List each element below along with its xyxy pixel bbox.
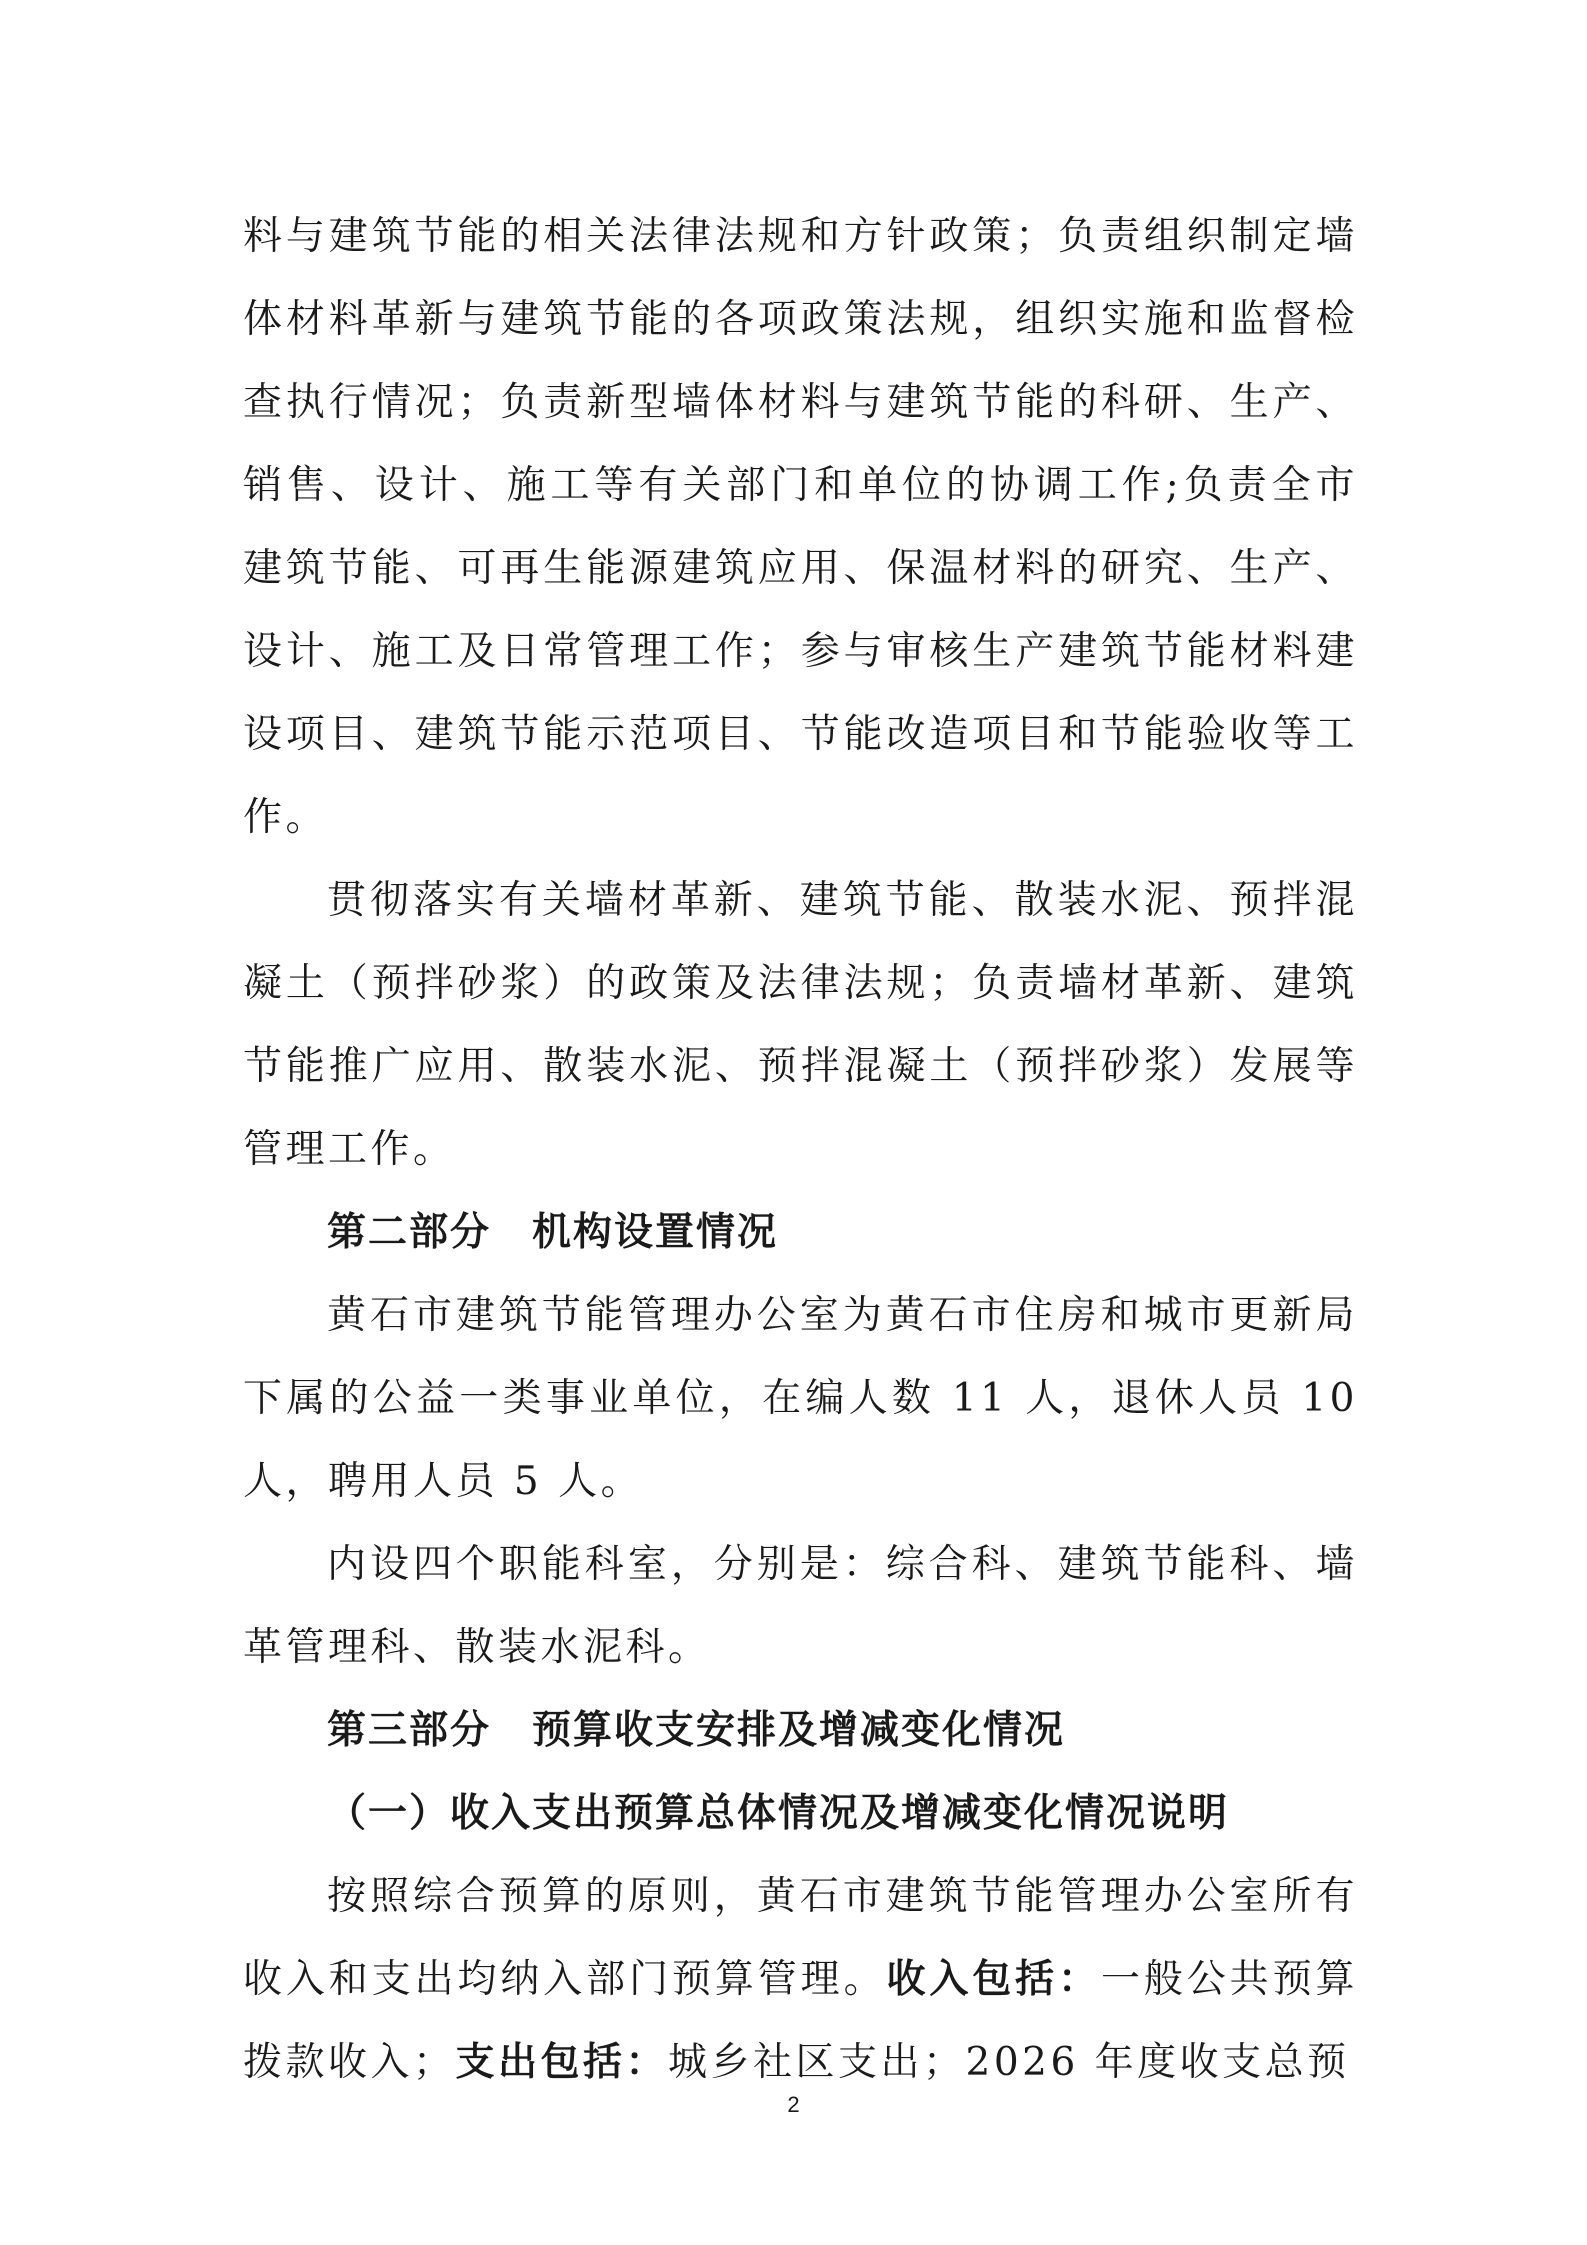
paragraph-implementation: 贯彻落实有关墙材革新、建筑节能、散装水泥、预拌混凝土（预拌砂浆）的政策及法律法规；负责墙材革新、建筑节能推广应用、散装水泥、预拌混凝土（预拌砂浆）发展等管理工作。 [243,878,1358,1172]
expenditure-label: 支出包括： [455,2040,669,2085]
income-text: 一般公共预算拨款收入； [243,1957,1358,2085]
page-number: 2 [787,2092,800,2117]
paragraph-responsibilities: 料与建筑节能的相关法律法规和方针政策；负责组织制定墙体材料革新与建筑节能的各项政策法规，组织实施和监督检查执行情况；负责新型墙体材料与建筑节能的科研、生产、销售、设计、施工等有关部门和单位的协调工作;负责全市建筑节能、可再生能源建筑应用、保温材料的研究、生产、设计、施工及日常管理工作；参与审核生产建筑节能材料建设项目、建筑节能示范项目、节能改造项目和节能验收等工作。 [243,214,1358,840]
document-body [243,195,1358,2104]
section-heading-part-two: 第二部分 机构设置情况 [327,1210,779,1255]
paragraph-organization: 黄石市建筑节能管理办公室为黄石市住房和城市更新局下属的公益一类事业单位，在编人数 11 人，退休人员 10 人，聘用人员 5 人。 [243,1293,1358,1504]
expenditure-text: 城乡社区支出；2026 年度收支总预 [668,2040,1350,2085]
paragraph-departments: 内设四个职能科室，分别是：综合科、建筑节能科、墙革管理科、散装水泥科。 [243,1542,1358,1670]
paragraph-budget-overview [243,1855,1358,2104]
income-label: 收入包括： [886,1957,1101,2002]
section-heading-part-three: 第三部分 预算收支安排及增减变化情况 [327,1708,1066,1753]
budget-principle-text: 按照综合预算的原则，黄石市建筑节能管理办公室所有收入和支出均纳入部门预算管理。 [243,1874,1358,2002]
subsection-heading-one: （一）收入支出预算总体情况及增减变化情况说明 [327,1791,1230,1836]
